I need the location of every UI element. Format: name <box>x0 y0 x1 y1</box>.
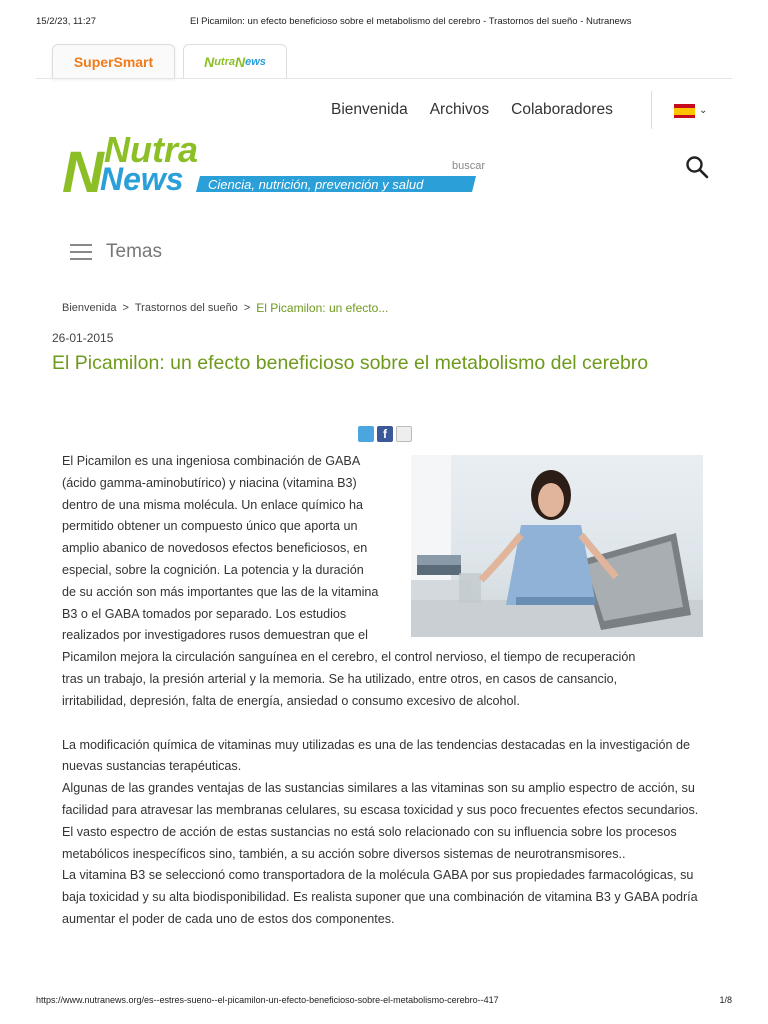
nav-archivos[interactable]: Archivos <box>429 101 490 118</box>
article-line: dentro de una misma molécula. Un enlace químico ha <box>62 497 364 512</box>
article-line: Picamilon mejora la circulación sanguínea en el cerebro, el control nervioso, el tiempo de recuperación <box>62 650 636 665</box>
nutranews-logo[interactable] <box>60 118 480 198</box>
article-line: El Picamilon es una ingeniosa combinación de GABA <box>62 454 361 468</box>
article-paragraph: La vitamina B3 se seleccionó como transportadora de la molécula GABA por sus propiedades farmacológicas, su baja toxicidad y su alta biodisponibilidad. Es realista suponer que una combinación de vitamina B3 y GABA podría aumentar el poder de cada uno de estos dos componentes. <box>62 868 698 926</box>
article-body <box>62 451 710 931</box>
twitter-share-icon[interactable] <box>358 426 374 442</box>
tabs-divider <box>36 78 732 79</box>
breadcrumb-current: El Picamilon: un efecto... <box>256 301 389 315</box>
breadcrumb-separator: > <box>243 302 251 314</box>
print-url: https://www.nutranews.org/es--estres-sueno--el-picamilon-un-efecto-beneficioso-sobre-el-metabolismo-cerebro--417 <box>36 995 499 1005</box>
article-line: (ácido gamma-aminobutírico) y niacina (vitamina B3) <box>62 475 357 490</box>
top-navigation <box>331 101 613 119</box>
facebook-share-icon[interactable]: f <box>377 426 393 442</box>
article-line: de su acción son más importantes que las de la vitamina <box>62 584 379 599</box>
logo-n-letter: N <box>62 140 104 198</box>
logo-nutra-text: Nutra <box>104 129 199 170</box>
breadcrumb <box>62 301 388 315</box>
article-line: B3 o el GABA tomados por separado. Los estudios <box>62 606 347 621</box>
breadcrumb-home[interactable]: Bienvenida <box>62 302 117 314</box>
search-icon[interactable] <box>685 155 709 179</box>
article-line: irritabilidad, depresión, falta de energía, ansiedad o consumo excesivo de alcohol. <box>62 693 520 708</box>
tab-nutranews-letter: N <box>204 54 215 70</box>
share-buttons <box>358 426 412 442</box>
topics-menu-label: Temas <box>106 241 162 262</box>
tab-nutranews-text: utra <box>214 56 235 68</box>
article-date: 26-01-2015 <box>52 331 114 345</box>
breadcrumb-category[interactable]: Trastornos del sueño <box>134 302 238 314</box>
print-page-number: 1/8 <box>719 995 732 1005</box>
logo-news-text: News <box>100 161 184 197</box>
hamburger-icon <box>70 244 92 260</box>
site-tabs <box>52 44 287 79</box>
breadcrumb-separator: > <box>122 302 129 314</box>
topics-menu-toggle[interactable] <box>70 241 162 263</box>
search-label[interactable]: buscar <box>452 160 486 172</box>
article-paragraph: El vasto espectro de acción de estas sustancias no está solo relacionado con su influencia sobre los procesos metabólicos inespecíficos sino, también, a su acción sobre diversos sistemas de neurotransmisores.. <box>62 824 677 861</box>
article-title: El Picamilon: un efecto beneficioso sobre el metabolismo del cerebro <box>52 352 649 374</box>
tab-supersmart[interactable]: SuperSmart <box>52 44 175 79</box>
tab-nutranews[interactable] <box>183 44 287 79</box>
logo-tagline: Ciencia, nutrición, prevención y salud <box>208 177 424 192</box>
chevron-down-icon[interactable]: ⌄ <box>699 105 708 116</box>
intro-lines-beside-photo <box>62 451 402 647</box>
article-paragraph: La modificación química de vitaminas muy utilizadas es una de las tendencias destacadas en la investigación de nuevas sustancias terapéuticas. <box>62 737 690 774</box>
nav-bienvenida[interactable]: Bienvenida <box>331 101 408 118</box>
nav-divider <box>651 91 652 129</box>
article-paragraph: Algunas de las grandes ventajas de las sustancias similares a las vitaminas son su amplio espectro de acción, su facilidad para atravesar las membranas celulares, su escasa toxicidad y sus poco frecuentes efectos secundarios. <box>62 781 699 817</box>
email-share-icon[interactable] <box>396 426 412 442</box>
tab-nutranews-text-2: ews <box>245 56 266 68</box>
nav-colaboradores[interactable]: Colaboradores <box>511 101 613 118</box>
article-line: especial, sobre la cognición. La potencia y la duración <box>62 562 364 577</box>
article-line: realizados por investigadores rusos demuestran que el <box>62 628 368 643</box>
article-line: amplio abanico de novedosos efectos beneficiosos, en <box>62 541 368 556</box>
print-date: 15/2/23, 11:27 <box>36 16 97 27</box>
tab-nutranews-letter-2: N <box>234 54 246 70</box>
spain-flag-icon[interactable] <box>674 104 695 118</box>
print-page-title: El Picamilon: un efecto beneficioso sobre el metabolismo del cerebro - Trastornos del sueño - Nutranews <box>190 16 632 27</box>
article-line: permitido obtener un compuesto único que aporta un <box>62 519 358 534</box>
print-footer <box>36 995 732 1005</box>
article-line: tras un trabajo, la presión arterial y la memoria. Se ha utilizado, entre otros, en casos de cansancio, <box>62 671 618 686</box>
